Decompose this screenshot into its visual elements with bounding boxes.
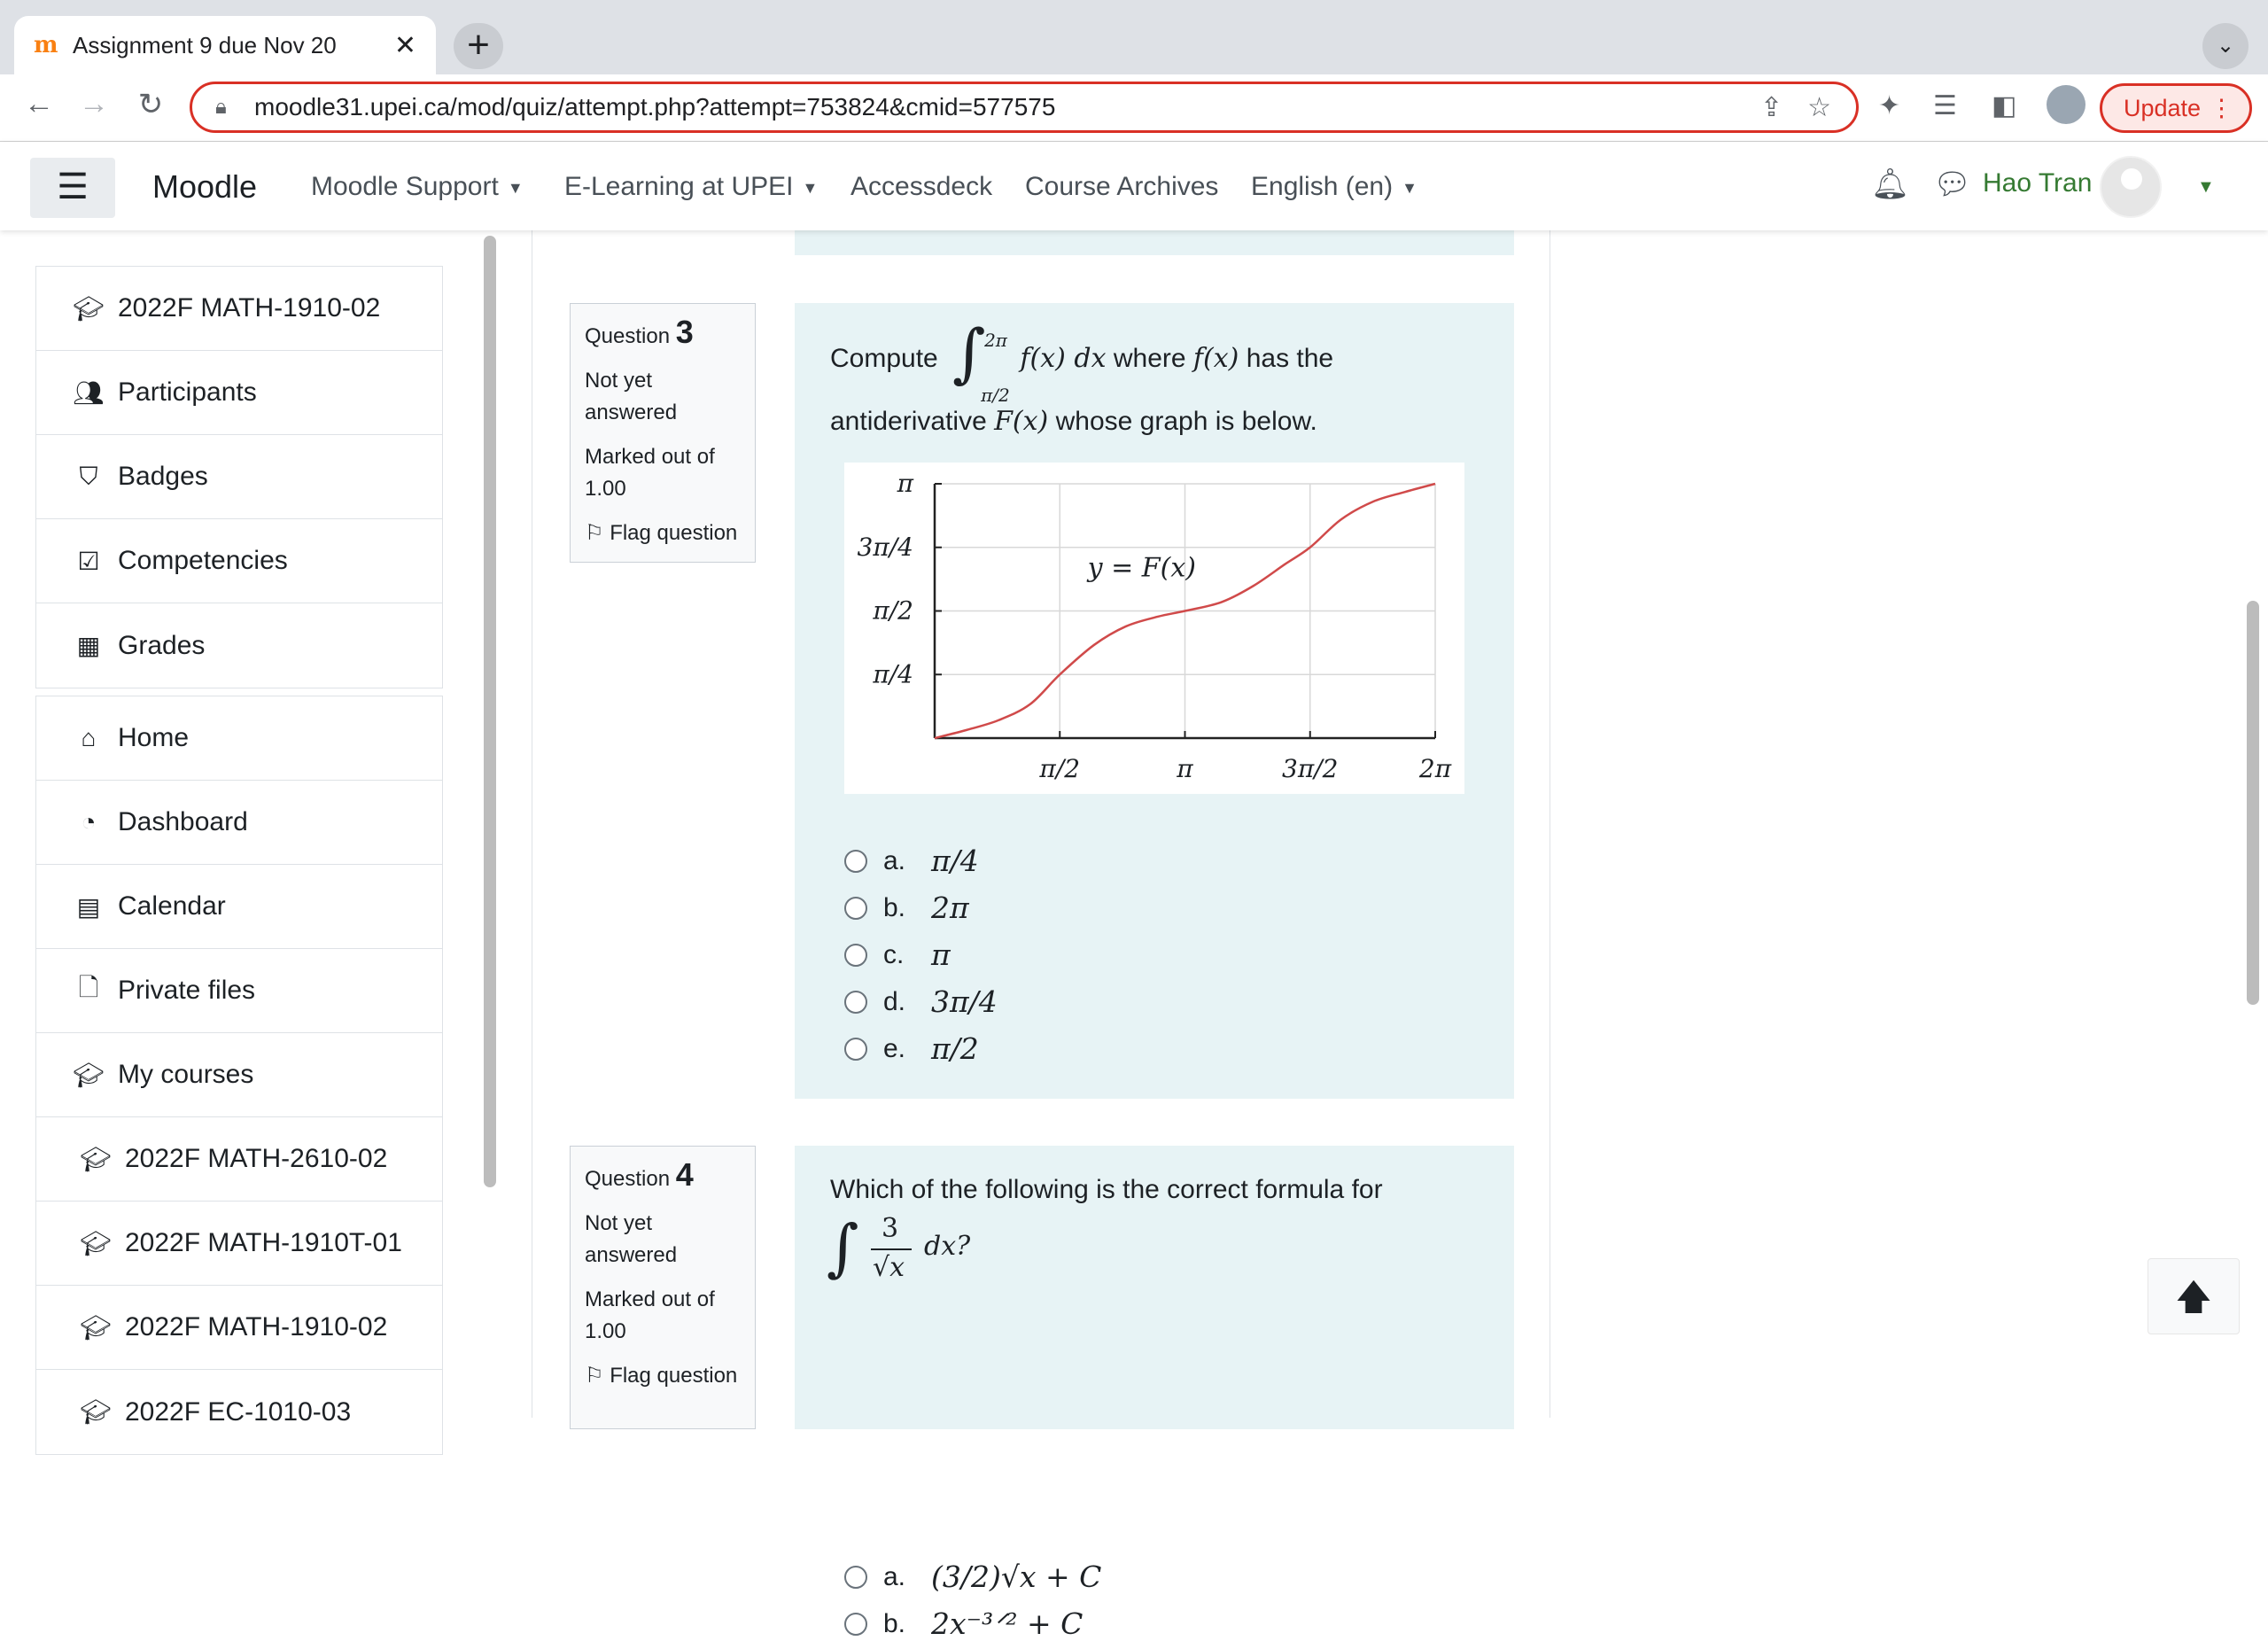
caret-down-icon: ▼ xyxy=(1402,178,1418,197)
graduation-cap-icon: 🎓︎ xyxy=(73,1061,105,1089)
answer-option-e[interactable] xyxy=(844,1031,979,1066)
answer-option-a[interactable] xyxy=(844,844,979,878)
question-num: 4 xyxy=(675,1156,694,1193)
back-icon[interactable]: ← xyxy=(24,87,54,121)
question-content xyxy=(795,1146,1514,1429)
close-tab-icon[interactable]: ✕ xyxy=(393,30,416,60)
x-tick-label: 2π xyxy=(1418,754,1452,783)
flag-icon: ⚐ xyxy=(585,521,604,545)
integral-symbol: ∫ xyxy=(952,315,986,391)
sidebar-item-participants[interactable] xyxy=(36,351,442,435)
y-tick-label: π/2 xyxy=(873,595,913,626)
reading-list-icon[interactable]: ☰ xyxy=(1933,91,1957,121)
radio-button[interactable] xyxy=(844,850,867,873)
moodle-favicon-icon: m xyxy=(34,32,58,58)
site-brand[interactable]: Moodle xyxy=(152,168,258,205)
dashboard-icon: ◔ xyxy=(81,808,97,836)
integral-sign xyxy=(945,315,1013,407)
graduation-cap-icon: 🎓︎ xyxy=(80,1145,112,1173)
question-num: 3 xyxy=(675,314,694,350)
bookmark-star-icon[interactable]: ☆ xyxy=(1807,92,1831,122)
sidebar-item-course[interactable] xyxy=(36,267,442,351)
answer-letter: e. xyxy=(883,1033,906,1063)
address-bar[interactable] xyxy=(190,82,1859,133)
sidebar-item-competencies[interactable] xyxy=(36,519,442,603)
question-marks: Marked out of 1.00 xyxy=(585,1287,715,1343)
menu-label: English (en) xyxy=(1251,172,1394,201)
answer-value: π/2 xyxy=(931,1031,979,1066)
sidebar-item-label: 2022F MATH-1910T-01 xyxy=(125,1228,402,1257)
tab-search-button[interactable]: ⌄ xyxy=(2202,23,2249,69)
share-icon[interactable]: ⇪ xyxy=(1759,92,1783,122)
question-number xyxy=(585,1156,741,1195)
sidebar-item-label: Participants xyxy=(118,377,257,407)
browser-tab[interactable] xyxy=(14,16,436,74)
radio-button[interactable] xyxy=(844,1566,867,1589)
caret-down-icon: ▼ xyxy=(802,178,819,197)
answer-letter: b. xyxy=(883,892,906,922)
x-tick-label: π xyxy=(1177,754,1193,783)
question-label: Question xyxy=(585,1167,671,1191)
fraction-numerator: 3 xyxy=(882,1213,899,1244)
browser-chrome xyxy=(0,0,2268,142)
menu-moodle-support[interactable] xyxy=(311,172,524,202)
drawer-toggle-button[interactable]: ☰ xyxy=(30,158,115,218)
integral-lower-limit: π/2 xyxy=(981,385,1010,407)
answer-value: 3π/4 xyxy=(931,984,998,1019)
sidebar-item-my-courses[interactable] xyxy=(36,1033,442,1117)
answer-value: 2π xyxy=(931,890,969,925)
answer-option-a[interactable] xyxy=(844,1559,1101,1594)
graduation-cap-icon: 🎓︎ xyxy=(80,1229,112,1257)
sidebar-item-calendar[interactable] xyxy=(36,865,442,949)
flag-question-link[interactable] xyxy=(585,1360,741,1392)
page-scrollbar[interactable] xyxy=(2247,601,2259,1005)
graduation-cap-icon: 🎓︎ xyxy=(80,1398,112,1426)
fraction-denominator: √x xyxy=(873,1252,905,1283)
menu-elearning[interactable] xyxy=(564,172,818,202)
question-label: Question xyxy=(585,324,671,348)
answer-letter: b. xyxy=(883,1608,906,1638)
sidebar-item-badges[interactable] xyxy=(36,435,442,519)
drawer-scrollbar[interactable] xyxy=(484,236,496,1187)
answer-letter: c. xyxy=(883,939,905,969)
question-status: Not yet answered xyxy=(585,369,678,424)
calendar-icon: ▤ xyxy=(76,892,101,921)
answer-value: (3/2)√x + C xyxy=(931,1559,1102,1594)
y-tick-label: π/4 xyxy=(873,659,913,689)
menu-course-archives[interactable]: Course Archives xyxy=(1025,172,1219,201)
radio-button[interactable] xyxy=(844,991,867,1014)
integral-upper-limit: 2π xyxy=(984,330,1007,352)
sidebar-item-dashboard[interactable] xyxy=(36,781,442,865)
sidebar-item-home[interactable] xyxy=(36,696,442,781)
sidebar-item-label: Grades xyxy=(118,630,206,660)
menu-label: E-Learning at UPEI xyxy=(564,172,794,201)
sidebar-item-label: Calendar xyxy=(118,891,226,921)
update-label: Update xyxy=(2124,95,2202,121)
radio-button[interactable] xyxy=(844,944,867,967)
question-number xyxy=(585,316,741,353)
question-status: Not yet answered xyxy=(585,1211,678,1267)
sidebar-item-course[interactable] xyxy=(36,1286,442,1370)
question-marks: Marked out of 1.00 xyxy=(585,445,715,501)
answer-letter: d. xyxy=(883,986,906,1016)
users-icon: 👥︎ xyxy=(73,378,105,407)
side-panel-icon[interactable]: ◧ xyxy=(1992,91,2017,121)
sidebar-item-label: 2022F MATH-2610-02 xyxy=(125,1144,388,1173)
menu-label: Moodle Support xyxy=(311,172,499,201)
shield-icon: ⛉ xyxy=(79,462,98,490)
y-tick-label: 3π/4 xyxy=(857,532,913,562)
sidebar-item-label: 2022F MATH-1910-02 xyxy=(118,293,381,323)
text-anti: antiderivative xyxy=(830,407,987,437)
extensions-icon[interactable]: ✦ xyxy=(1878,91,1901,121)
forward-icon[interactable]: → xyxy=(79,87,109,121)
integral-formula xyxy=(827,1211,1479,1293)
new-tab-button[interactable]: + xyxy=(454,23,503,69)
answer-option-b[interactable] xyxy=(844,1606,1083,1641)
radio-button[interactable] xyxy=(844,1613,867,1636)
reload-icon[interactable]: ↻ xyxy=(137,88,164,121)
tab-title: Assignment 9 due Nov 20 xyxy=(73,31,337,58)
radio-button[interactable] xyxy=(844,897,867,920)
answer-option-d[interactable] xyxy=(844,984,998,1019)
nav-drawer xyxy=(0,230,496,1427)
user-menu-caret-icon[interactable]: ▼ xyxy=(2197,177,2215,197)
radio-button[interactable] xyxy=(844,1038,867,1061)
flag-label: Flag question xyxy=(610,1364,738,1388)
course-nav-list xyxy=(35,266,443,688)
file-icon: 🗋 xyxy=(78,974,99,1001)
home-icon: ⌂ xyxy=(81,724,97,751)
answer-value: π/4 xyxy=(931,844,979,878)
fraction-bar xyxy=(871,1248,912,1250)
x-tick-label: 3π/2 xyxy=(1282,754,1339,783)
graduation-cap-icon: 🎓︎ xyxy=(80,1313,112,1342)
sidebar-item-label: Private files xyxy=(118,976,256,1005)
dx-text: dx? xyxy=(924,1231,971,1262)
flag-label: Flag question xyxy=(610,521,738,545)
site-nav-list xyxy=(35,696,443,1455)
caret-down-icon: ▼ xyxy=(507,178,524,197)
messages-icon[interactable]: 💬︎ xyxy=(1933,167,1972,201)
curve-annotation: y = F(x) xyxy=(1087,552,1196,584)
fx: f(x) xyxy=(1192,343,1239,374)
sidebar-item-grades[interactable] xyxy=(36,603,442,688)
integrand: f(x) dx xyxy=(1020,343,1107,374)
x-tick-label: π/2 xyxy=(1039,754,1081,783)
answer-letter: a. xyxy=(883,845,906,875)
text-graph: whose graph is below. xyxy=(1055,407,1317,437)
menu-accessdeck[interactable]: Accessdeck xyxy=(850,172,993,201)
sidebar-item-label: Badges xyxy=(118,462,208,491)
question-info xyxy=(570,1146,756,1429)
sidebar-item-label: 2022F EC-1010-03 xyxy=(125,1396,352,1427)
text-where: where xyxy=(1113,344,1186,373)
graduation-cap-icon: 🎓︎ xyxy=(73,294,105,323)
y-tick-label: π xyxy=(897,469,913,498)
sidebar-item-label: Home xyxy=(118,723,190,752)
answer-option-b[interactable] xyxy=(844,890,969,925)
checkbox-icon: ☑ xyxy=(77,547,100,575)
sidebar-item-label: 2022F MATH-1910-02 xyxy=(125,1312,388,1342)
table-icon: ▦ xyxy=(76,632,101,659)
flag-question-link[interactable] xyxy=(585,517,741,549)
sidebar-item-private-files[interactable] xyxy=(36,949,442,1033)
sidebar-item-label: Competencies xyxy=(118,546,288,575)
flag-icon: ⚐ xyxy=(585,1364,604,1388)
question-text xyxy=(830,315,1479,453)
question-text: Which of the following is the correct formula for xyxy=(830,1175,1383,1204)
profile-avatar-icon[interactable] xyxy=(2047,85,2085,124)
back-to-top-button[interactable] xyxy=(2148,1258,2240,1334)
update-button[interactable] xyxy=(2100,83,2252,133)
chart-svg xyxy=(844,463,1464,794)
sidebar-item-course[interactable] xyxy=(36,1370,442,1454)
answer-value: 2x⁻³ᐟ² + C xyxy=(931,1606,1084,1641)
question-info xyxy=(570,303,756,563)
text-has: has the xyxy=(1246,344,1334,373)
url-text[interactable]: moodle31.upei.ca/mod/quiz/attempt.php?attempt=753824&cmid=577575 xyxy=(254,93,1056,121)
arrow-up-icon: 🡅 xyxy=(2175,1278,2212,1317)
answer-value: π xyxy=(931,937,951,972)
answer-option-c[interactable] xyxy=(844,937,951,972)
Fx: F(x) xyxy=(994,406,1049,438)
sidebar-item-label: My courses xyxy=(118,1060,254,1089)
lock-icon: 🔒︎ xyxy=(215,95,227,119)
text-compute: Compute xyxy=(830,344,938,373)
user-name[interactable]: Hao Tran xyxy=(1983,168,2093,198)
antiderivative-graph xyxy=(844,463,1464,794)
browser-toolbar xyxy=(0,74,2268,142)
menu-language[interactable] xyxy=(1251,172,1418,202)
answer-letter: a. xyxy=(883,1561,906,1591)
quiz-region xyxy=(532,230,1550,1641)
notifications-bell-icon[interactable]: 🔔︎ xyxy=(1871,167,1910,201)
user-avatar[interactable] xyxy=(2100,156,2162,218)
sidebar-item-course[interactable] xyxy=(36,1117,442,1202)
previous-question-content xyxy=(795,230,1514,255)
moodle-navbar xyxy=(0,142,2268,230)
sidebar-item-course[interactable] xyxy=(36,1202,442,1286)
sidebar-item-label: Dashboard xyxy=(118,807,248,836)
browser-menu-icon[interactable]: ⋮ xyxy=(2210,95,2233,121)
integral-symbol: ∫ xyxy=(827,1211,859,1284)
